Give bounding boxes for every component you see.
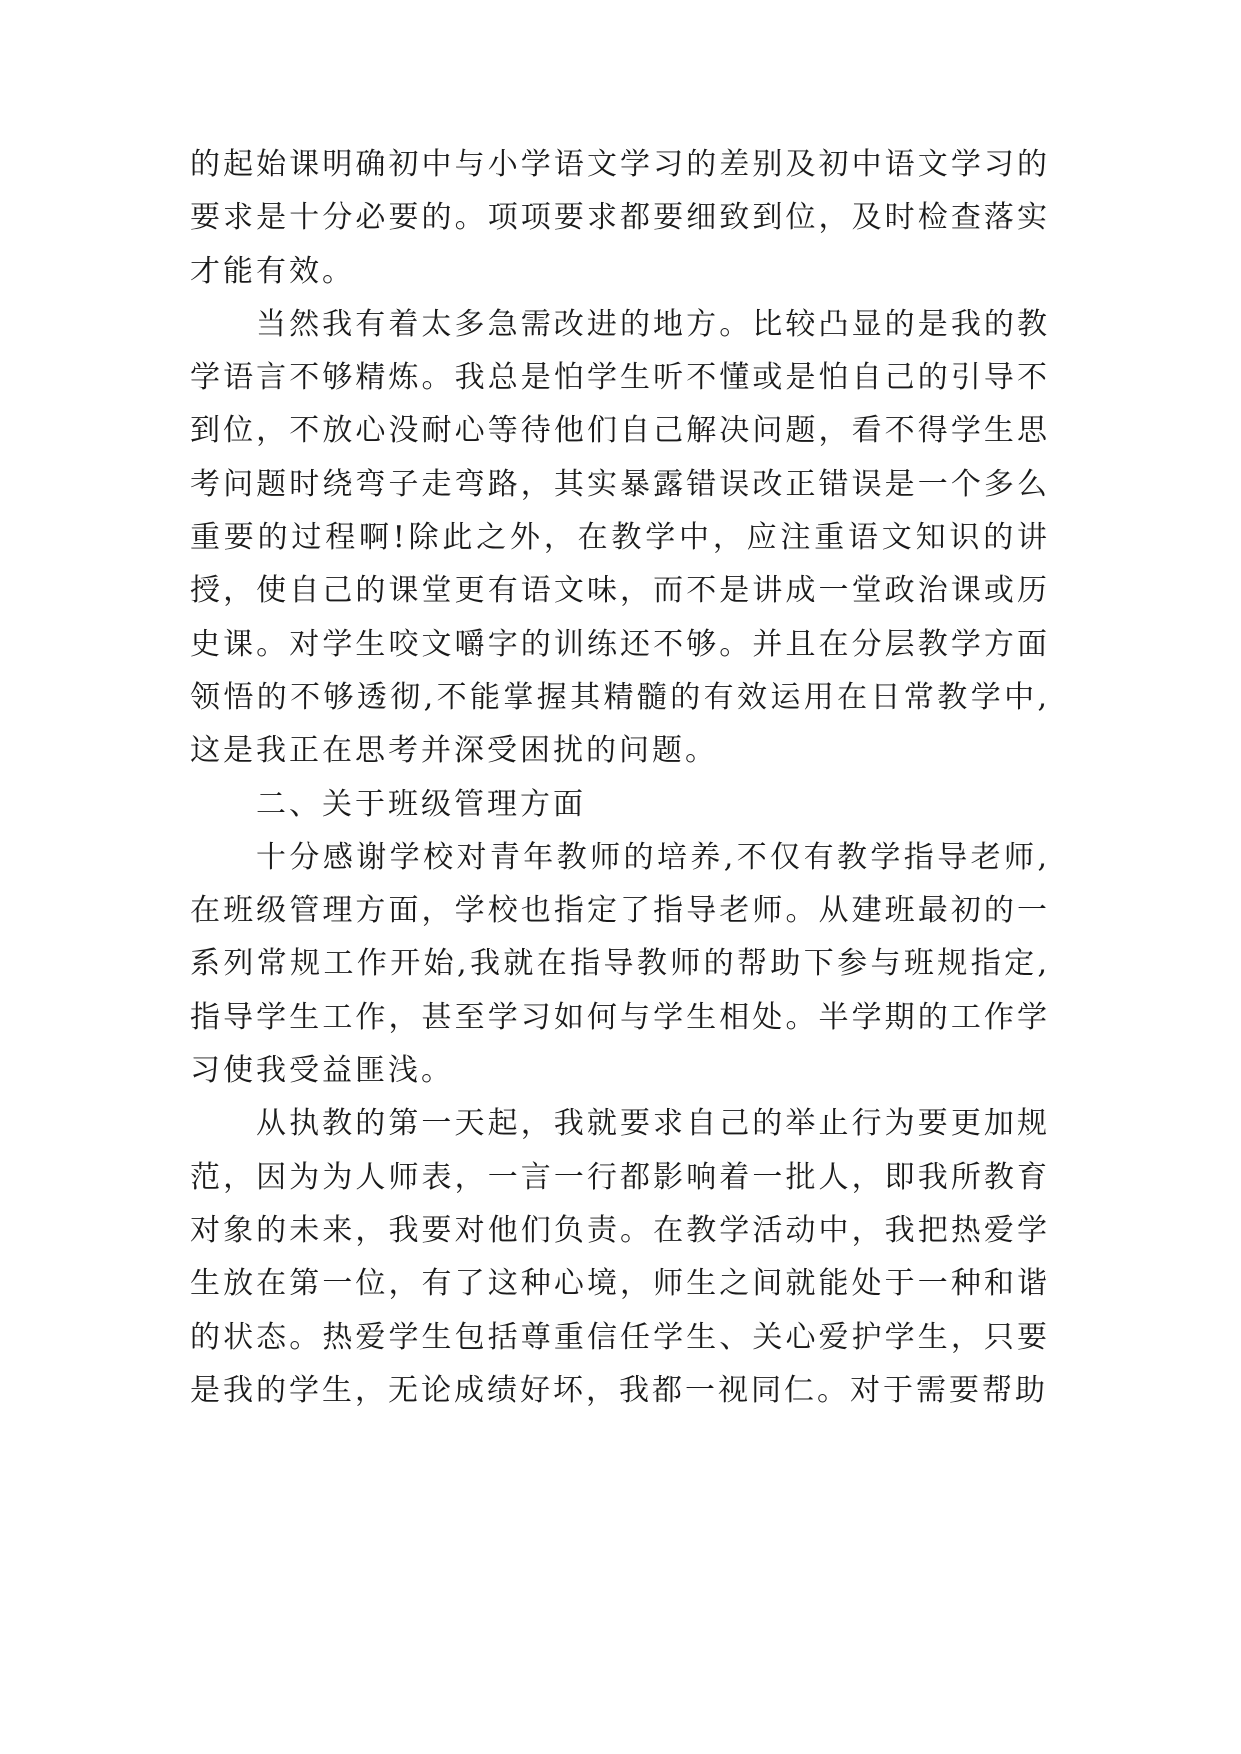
document-body bbox=[190, 138, 1050, 1417]
paragraph-improvement: 当然我有着太多急需改进的地方。比较凸显的是我的教学语言不够精炼。我总是怕学生听不懂或是怕自己的引导不到位，不放心没耐心等待他们自己解决问题，看不得学生思考问题时绕弯子走弯路，其实暴露错误改正错误是一个多么重要的过程啊!除此之外，在教学中，应注重语文知识的讲授，使自己的课堂更有语文味，而不是讲成一堂政治课或历史课。对学生咬文嚼字的训练还不够。并且在分层教学方面领悟的不够透彻,不能掌握其精髓的有效运用在日常教学中,这是我正在思考并深受困扰的问题。 bbox=[190, 306, 1050, 769]
paragraph-continuation: 的起始课明确初中与小学语文学习的差别及初中语文学习的要求是十分必要的。项项要求都要细致到位，及时检查落实才能有效。 bbox=[190, 147, 1050, 289]
section-heading: 二、关于班级管理方面 bbox=[256, 786, 586, 822]
paragraph-class-management: 十分感谢学校对青年教师的培养,不仅有教学指导老师,在班级管理方面，学校也指定了指导老师。从建班最初的一系列常规工作开始,我就在指导教师的帮助下参与班规指定,指导学生工作，甚至学习如何与学生相处。半学期的工作学习使我受益匪浅。 bbox=[190, 839, 1050, 1089]
paragraph-teacher-conduct: 从执教的第一天起，我就要求自己的举止行为要更加规范，因为为人师表，一言一行都影响着一批人，即我所教育对象的未来，我要对他们负责。在教学活动中，我把热爱学生放在第一位，有了这种心境，师生之间就能处于一种和谐的状态。热爱学生包括尊重信任学生、关心爱护学生，只要是我的学生，无论成绩好坏，我都一视同仁。对于需要帮助 bbox=[190, 1106, 1050, 1408]
